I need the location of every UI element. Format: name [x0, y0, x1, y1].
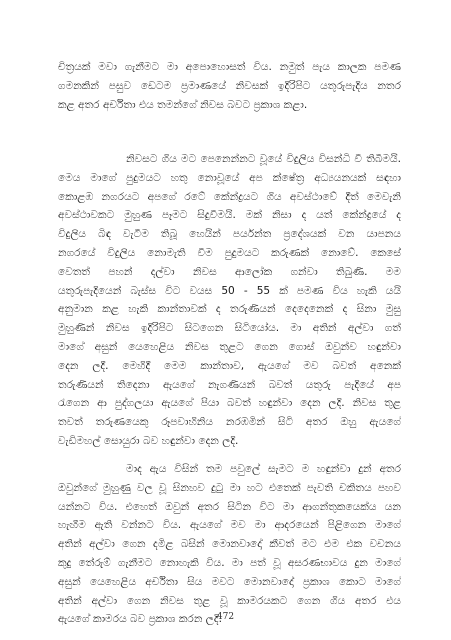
text-line: කුදු තේරුම් ගැනීමට නොහැකි විය. මා පත් වූ අසරණභාවය දුන මාගේ: [58, 556, 401, 569]
text-line: නිවසට ගිය මට පෙනෙන්නට වූයේ විදුලිය විසන්ධි වී තිබීමයි.: [126, 153, 401, 165]
text-line: කළ අතර අර්චිතා එය තමන්ගේ නිවස බවට ප්‍රකාශ කළා.: [58, 98, 308, 111]
text-line: ඔවුන්ගේ මුහුණු වල වූ සිනහව දුටු මා හට එතෙක් පැවති චකිතය පහව: [58, 481, 401, 494]
text-line: දෙන ලදී. මෙහිදී මෙම කාන්තාව, ඇයගේ මව බවත් අනෙක්: [58, 359, 401, 372]
paragraph-3: [58, 460, 401, 629]
text-line: අතින් අල්වා ගෙන දමිළ බසින් මොනවාදෝ කීවත් මට එම එක වචනය: [58, 538, 401, 551]
page-number: 472: [216, 612, 235, 622]
text-line: රැගෙන ආ පුද්ගලයා ඇයගේ පියා බවත් හඳුන්වා දෙන ලදි. නිවස තුළ: [58, 397, 401, 410]
text-line: යතුරුපැදියෙන් බැස්ස විට වයස 50 - 55 ක් පමණ විය හැකි යයි: [58, 284, 401, 297]
text-line: ගමනකින් පසුව ඩෙටම ප්‍රමාණයේ නිවසක් ඉදිරිපිට යතුරුපැදිය නතර: [58, 79, 401, 92]
text-line: වෙතත් පහන් දල්වා නිවස ආලෝක ගන්වා තිබුණි. මම: [58, 265, 401, 278]
text-line: කොළඹ නගරයට අපගේ රටේ කේන්ද්‍රයට ගිය අවස්ථාවේ දීත් මෙවැනි: [58, 190, 401, 203]
text-line: අතින් අල්වා ගෙන නිවස තුළ වූ කාමරයකට ගෙන ගිය අතර එය: [58, 594, 401, 607]
text-line: අසුන් යෙහෙළිය අර්චිතා සිය මවට මොනවාදෝ ප්‍රකාශ කොට මාගේ: [58, 575, 401, 588]
text-line: මුහුණින් නිවස ඉදිරිපිට සිටගෙන සිටියෝය. මා අතින් අල්වා ගත්: [58, 322, 401, 335]
text-line: නගරයේ විදුලිය නොමැති වීම පුදුමයට කරුණක් නොවේ. කෙසේ: [58, 246, 401, 259]
paragraph-2: [58, 150, 401, 451]
text-line: මෙය මාගේ පුදුමයට හතු නොවූයේ අප ක්ෂේත්‍ර අධ්‍යයනයක් සඳහා: [58, 171, 401, 184]
text-line: අනුමාන කළ හැකි කාන්තාවක් ද තරුණියන් දෙදෙනෙක් ද සිනා මුසු: [58, 303, 401, 316]
text-line: හැඟීම ඇති වන්නට විය. ඇයගේ මව මා ආදරයෙන් පිළිගෙන මාගේ: [58, 519, 401, 532]
text-line: මාද ඇය විසින් තම පවුලේ සැමට ම හඳුන්වා දුන් අතර: [126, 463, 401, 475]
text-line: චිත්‍රයක් මවා ගැනීමට මා අපොහොසත් විය. නමුත් පැය කාලක පමණ: [58, 61, 401, 73]
text-line: අවස්ථාවකට මුහුණ පෑමට සිදුවීමයි. මක් නිසා ද යත් කේන්ද්‍රයේ ද: [58, 209, 401, 222]
text-line: යන්නට විය. එහෙත් ඔවුන් අතර සිටින විට මා ආගන්තුකයෙක්ය යන: [58, 500, 401, 513]
text-line: මාගේ අසුන් යෙහෙළිය නිවස තුළට ගෙන ගොස් ඔවුන්ව හඳුන්වා: [58, 340, 401, 353]
text-line: තවත් තරුණයෙකු රූපවාහිනිය නරඹමින් සිටි අතර ඔහු ඇයගේ: [58, 416, 401, 429]
paragraph-1: [58, 58, 401, 114]
text-line: ඇයගේ කාමරය බව ප්‍රකාශ කරන ලදි.: [58, 613, 222, 626]
text-line: තරුණියන් තිදෙනා ඇයගේ නැගණියන් බවත් යතුරු පැදියේ අප: [58, 378, 401, 391]
text-line: වැඩිමහල් සොයුරා බව හඳුන්වා දෙන ලදි.: [58, 434, 239, 447]
text-line: විදුලිය බිඳ වැටීම තිබූ හෙයින් පර්යන්ත ප්‍රදේශයක් වන යාපනය: [58, 228, 401, 241]
